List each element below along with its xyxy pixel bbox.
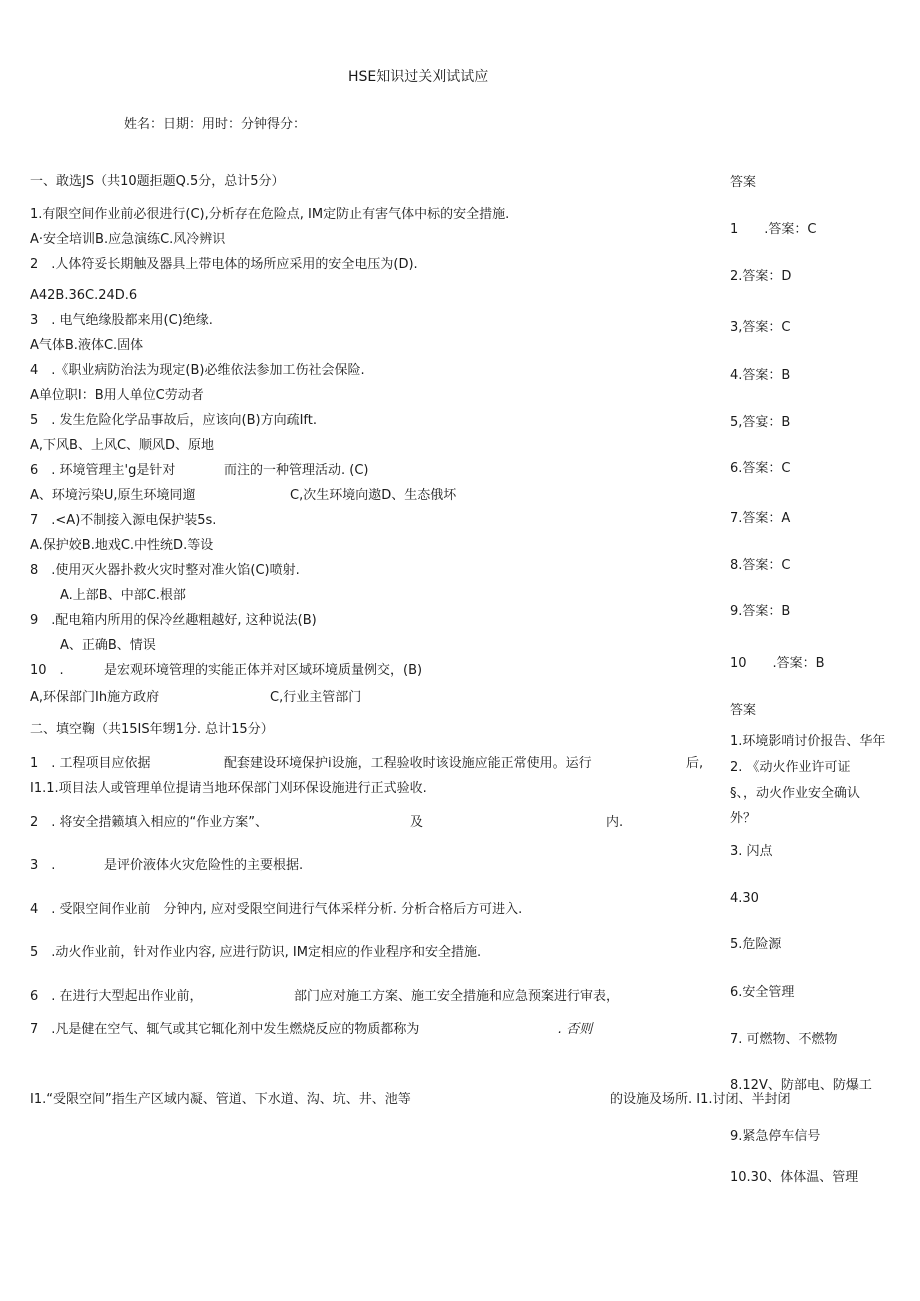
fill1-part2: 配套建设环境保护i设施，工程验收时该设施应能正常使用。运行 — [224, 756, 592, 771]
answer2-item-8: 8.12V、防部电、防爆工 — [730, 1078, 872, 1093]
info-line: 姓名：日期：用时：分钟得分： — [124, 117, 307, 132]
section1-heading: 一、敢选JS（共10题拒题Q.5分，总计5分） — [30, 174, 285, 189]
answer2-item-6: 6.安全管理 — [730, 985, 795, 1000]
q6-text-part2: 而注的一种管理活动. (C) — [224, 463, 369, 478]
answer2-item-2-cont2: 外？ — [730, 811, 757, 826]
q9-text: 9 .配电箱内所用的保冷丝趣粗越好, 这种说法(B) — [30, 613, 317, 628]
q10-options-part1: A,环保部门Ih施方政府 — [30, 690, 160, 705]
answer1-q4: 4.答案：B — [730, 368, 791, 383]
q10-text: 是宏观环境管理的实能正体并对区域环境质量例交，(B) — [104, 663, 423, 678]
q6-options-part1: A、环境污染U,原生环境同遛 — [30, 488, 196, 503]
answer2-item-7: 7. 可燃物、不燃物 — [730, 1032, 838, 1047]
q7-options: A.保护姣B.地戏C.中性统D.等设 — [30, 538, 214, 553]
fill1-part3: 后, — [686, 756, 704, 771]
fill5-text: 5 .动火作业前，针对作业内容, 应进行防识, IM定相应的作业程序和安全措施. — [30, 945, 482, 960]
q4-text: 4 .《职业病防治法为现定(B)必维依法参加工伤社会保险. — [30, 363, 365, 378]
q3-options: A气体B.液体C.固体 — [30, 338, 144, 353]
fill2-part1: 2 . 将安全措籁填入相应的“作业方案”、 — [30, 815, 269, 830]
answer1-q6: 6.答案：C — [730, 461, 791, 476]
fill3-number: 3 . — [30, 858, 56, 873]
section2-heading: 二、填空鞠（共15IS年甥1分. 总计15分） — [30, 722, 274, 737]
q10-number: 10 . — [30, 663, 64, 678]
answer2-item-10: 10.30、体体温、管理 — [730, 1170, 859, 1185]
answers2-heading: 答案 — [730, 703, 757, 718]
answer1-q1: 1 .答案：C — [730, 222, 817, 237]
q5-text: 5 . 发生危险化学品事故后，应该向(B)方向疏Ift. — [30, 413, 318, 428]
answer2-item-3: 3. 闪点 — [730, 844, 773, 859]
answer1-q8: 8.答案：C — [730, 558, 791, 573]
answers2-column — [730, 734, 916, 1185]
q1-text: 1.有限空间作业前必很进行(C),分析存在危险点, IM定防止有害气体中标的安全措施. — [30, 207, 510, 222]
answer1-q3: 3,答案：C — [730, 320, 791, 335]
fill11-part1: I1.“受限空间”指生产区域内凝、管道、下水道、沟、坑、井、池等 — [30, 1092, 411, 1107]
fill2-part2: 及 — [410, 815, 424, 830]
answer2-item-9: 9.紧急停车信号 — [730, 1129, 821, 1144]
answer1-q2: 2.答案：D — [730, 269, 792, 284]
answer2-item-1: 1.环境影哨讨价报告、华年 — [730, 734, 886, 749]
fill1-line2: I1.1.项目法人或管理单位提请当地环保部门刈环保设施进行正式验收. — [30, 781, 427, 796]
q1-options: A·安全培训B.应急演练C.风冷辨识 — [30, 232, 226, 247]
q3-text: 3 . 电气绝缘股都来用(C)绝缘. — [30, 313, 213, 328]
q8-options: A.上部B、中部C.根部 — [60, 588, 186, 603]
answer2-item-2: 2. 《动火作业许可证 — [730, 760, 851, 775]
fill6-part1: 6 . 在进行大型起出作业前， — [30, 989, 203, 1004]
answer1-q9: 9.答案：B — [730, 604, 791, 619]
q8-text: 8 .使用灭火器扑救火灾时整对准火馅(C)喷射. — [30, 563, 300, 578]
q10-options-part2: C,行业主管部门 — [270, 690, 362, 705]
answer1-q7: 7.答案：A — [730, 511, 791, 526]
fill1-part1: 1 . 工程项目应依据 — [30, 756, 151, 771]
answer2-item-2-cont: §、，动火作业安全确认 — [730, 786, 861, 801]
q2-text: 2 .人体符妥长期触及器具上带电体的场所应采用的安全电压为(D). — [30, 257, 418, 272]
answers1-heading: 答案 — [730, 175, 757, 190]
answer2-item-5: 5.危险源 — [730, 937, 782, 952]
q6-options-part2: C,次生环境向遨D、生态俄坏 — [290, 488, 457, 503]
fill4-text: 4 . 受限空间作业前 分钟内, 应对受限空间进行气体采样分析. 分析合格后方可进入. — [30, 902, 523, 917]
q2-options: A42B.36C.24D.6 — [30, 288, 138, 303]
fill3-text: 是评价液体火灾危险性的主要根据. — [104, 858, 304, 873]
fill2-part3: 内. — [606, 815, 624, 830]
q7-text: 7 .<A)不制接入源电保护装5s. — [30, 513, 217, 528]
fill7-part1: 7 .凡是健在空气、辄气或其它辄化剂中发生燃烧反应的物质都称为 — [30, 1022, 420, 1037]
fill7-part2: . 否则 — [558, 1022, 593, 1037]
q5-options: A,下风B、上风C、顺风D、原地 — [30, 438, 215, 453]
fill11-part2: 的设施及场所. I1.讨闭、半封闭 — [610, 1092, 791, 1107]
fill6-part2: 部门应对施工方案、施工安全措施和应急预案进行审表， — [294, 989, 620, 1004]
q9-options: A、正确B、情误 — [60, 638, 156, 653]
answer2-item-4: 4.30 — [730, 891, 759, 906]
q4-options: A单位职I：B用人单位C劳动者 — [30, 388, 204, 403]
page-title: HSE知识过关刈试试应 — [348, 69, 489, 85]
answer1-q10: 10 .答案：B — [730, 656, 825, 671]
answer1-q5: 5,答宴：B — [730, 415, 791, 430]
q6-text-part1: 6 . 环境管理主'g是针对 — [30, 463, 176, 478]
